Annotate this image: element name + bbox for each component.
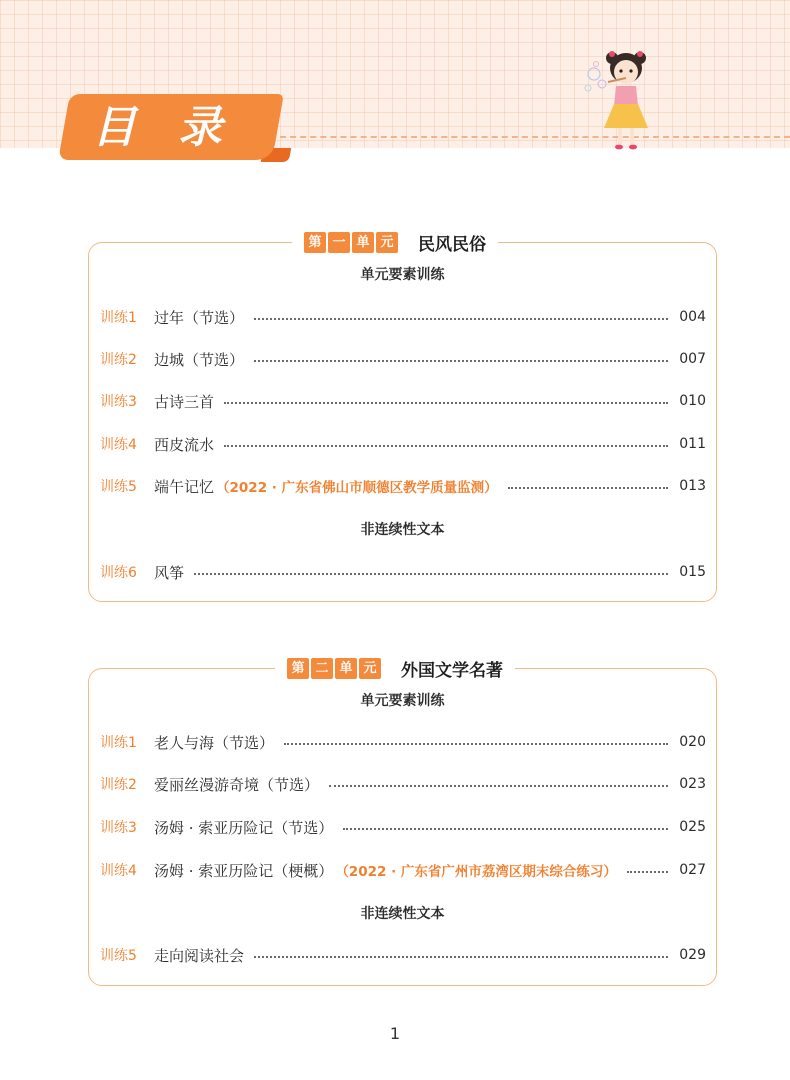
toc-entry-title: 老人与海（节选） <box>154 733 275 752</box>
header-dashed-line <box>280 136 790 138</box>
toc-entry-page: 015 <box>679 564 706 580</box>
unit-chip: 单 <box>335 658 357 679</box>
page-title <box>92 100 272 156</box>
unit-2-header <box>0 655 790 681</box>
toc-entry[interactable] <box>100 859 706 881</box>
toc-entry-number: 训练2 <box>100 352 137 368</box>
leader-dots <box>284 743 668 745</box>
toc-entry[interactable] <box>100 561 706 583</box>
bubble-icon <box>598 80 606 88</box>
leader-dots <box>224 445 668 447</box>
leader-dots <box>508 487 668 489</box>
toc-entry-page: 013 <box>679 478 706 494</box>
group-heading: 非连续性文本 <box>360 522 445 538</box>
group-heading: 非连续性文本 <box>360 906 445 922</box>
toc-entry-number: 训练3 <box>100 820 137 836</box>
unit-chip: 元 <box>359 658 381 679</box>
unit-1-box <box>88 242 717 602</box>
toc-entry-number: 训练1 <box>100 735 137 751</box>
group-heading: 单元要素训练 <box>360 693 445 709</box>
toc-entry-page: 029 <box>679 947 706 963</box>
toc-entry-source-note: （2022 · 广东省佛山市顺德区教学质量监测） <box>216 480 498 496</box>
unit-1-header <box>0 229 790 255</box>
toc-entry-title: 汤姆 · 索亚历险记（节选） <box>154 818 334 837</box>
toc-entry-title: 风筝 <box>154 563 185 582</box>
bubble-icon <box>594 62 599 67</box>
toc-entry-page: 020 <box>679 734 706 750</box>
toc-entry-page: 011 <box>679 436 706 452</box>
toc-entry-title: 过年（节选） <box>154 308 245 327</box>
leader-dots <box>194 573 668 575</box>
girl-blowing-bubbles-illustration <box>582 44 672 156</box>
toc-entry-title: 端午记忆 <box>154 477 215 496</box>
toc-entry-number: 训练4 <box>100 437 137 453</box>
leader-dots <box>254 318 668 320</box>
unit-chip: 第 <box>287 658 309 679</box>
group-heading: 单元要素训练 <box>360 267 445 283</box>
toc-entry-number: 训练2 <box>100 777 137 793</box>
leader-dots <box>343 828 668 830</box>
leader-dots <box>254 360 668 362</box>
toc-entry[interactable] <box>100 348 706 370</box>
toc-entry-title: 西皮流水 <box>154 435 215 454</box>
leader-dots <box>329 785 668 787</box>
unit-chip: 元 <box>376 232 398 253</box>
toc-entry-page: 027 <box>679 862 706 878</box>
toc-entry-title: 走向阅读社会 <box>154 946 245 965</box>
page-title-char-1: 目 <box>92 102 178 153</box>
bubble-icon <box>585 85 591 91</box>
toc-entry[interactable] <box>100 475 706 497</box>
bubble-icon <box>588 68 600 80</box>
page-number: 1 <box>389 1024 401 1043</box>
toc-entry-number: 训练1 <box>100 310 137 326</box>
leader-dots <box>224 402 668 404</box>
leader-dots <box>627 871 668 873</box>
toc-entry-title: 边城（节选） <box>154 350 245 369</box>
toc-entry-title: 古诗三首 <box>154 392 215 411</box>
toc-entry-page: 010 <box>679 393 706 409</box>
toc-entry-title: 汤姆 · 索亚历险记（梗概） <box>154 861 334 880</box>
leader-dots <box>254 956 668 958</box>
toc-entry-number: 训练3 <box>100 394 137 410</box>
toc-entry-page: 007 <box>679 351 706 367</box>
toc-entry[interactable] <box>100 731 706 753</box>
unit-chip: 单 <box>352 232 374 253</box>
unit-chip: 一 <box>328 232 350 253</box>
toc-entry-title: 爱丽丝漫游奇境（节选） <box>154 775 320 794</box>
unit-title: 民风民俗 <box>418 234 486 255</box>
unit-chip: 二 <box>311 658 333 679</box>
toc-entry[interactable] <box>100 433 706 455</box>
toc-entry[interactable] <box>100 306 706 328</box>
toc-entry[interactable] <box>100 944 706 966</box>
unit-chip: 第 <box>304 232 326 253</box>
toc-entry[interactable] <box>100 390 706 412</box>
toc-entry-page: 023 <box>679 776 706 792</box>
toc-entry-number: 训练4 <box>100 863 137 879</box>
toc-entry-number: 训练5 <box>100 948 137 964</box>
toc-entry-number: 训练6 <box>100 565 137 581</box>
toc-entry[interactable] <box>100 816 706 838</box>
toc-entry[interactable] <box>100 773 706 795</box>
toc-entry-source-note: （2022 · 广东省广州市荔湾区期末综合练习） <box>335 864 617 880</box>
page-title-char-2: 录 <box>178 102 264 153</box>
toc-entry-page: 025 <box>679 819 706 835</box>
toc-entry-page: 004 <box>679 309 706 325</box>
unit-title: 外国文学名著 <box>401 660 503 681</box>
toc-entry-number: 训练5 <box>100 479 137 495</box>
